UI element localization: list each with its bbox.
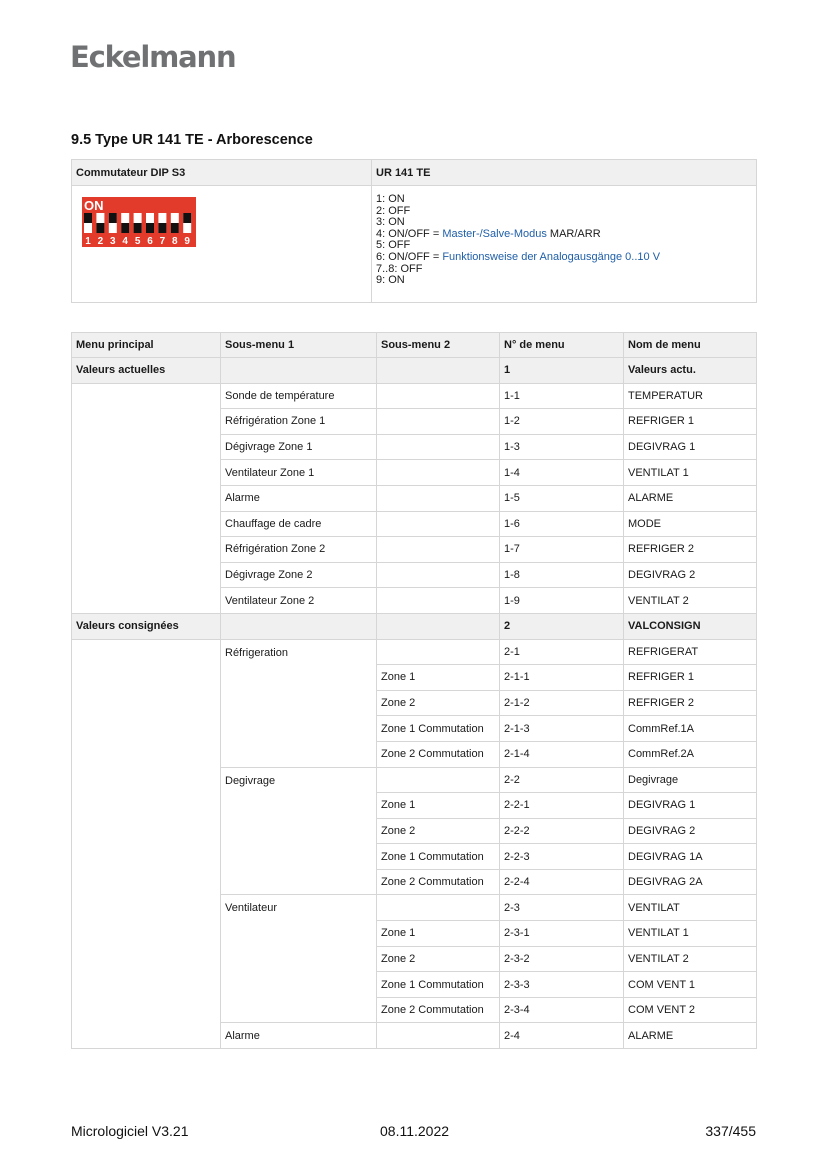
menu-group-row xyxy=(72,613,757,639)
footer-page-number: 337/455 xyxy=(705,1123,756,1139)
menu-name-cell: DEGIVRAG 2A xyxy=(624,869,757,895)
submenu-2-cell: Zone 2 xyxy=(377,818,500,844)
menu-group-row xyxy=(72,358,757,384)
menu-number-cell: 1-9 xyxy=(500,588,624,614)
submenu-2-cell: Zone 2 xyxy=(377,946,500,972)
menu-name-cell: DEGIVRAG 2 xyxy=(624,562,757,588)
main-menu-empty-cell xyxy=(72,383,221,613)
dip-switch-knob xyxy=(109,213,117,223)
dip-on-label: ON xyxy=(84,198,104,213)
submenu-2-cell xyxy=(377,588,500,614)
dip-switch-knob xyxy=(171,223,179,233)
dip-setting-text: 2: OFF xyxy=(376,204,411,217)
menu-name-cell: COM VENT 1 xyxy=(624,972,757,998)
menu-name-cell: CommRef.1A xyxy=(624,716,757,742)
empty-cell xyxy=(377,613,500,639)
header-sous-menu-2: Sous-menu 2 xyxy=(377,333,500,358)
menu-name-cell: MODE xyxy=(624,511,757,537)
menu-name-cell: TEMPERATUR xyxy=(624,383,757,409)
dip-switch-knob xyxy=(146,223,154,233)
submenu-1-cell: Chauffage de cadre xyxy=(221,511,377,537)
model-col-header: UR 141 TE xyxy=(372,160,757,186)
dip-setting-line xyxy=(376,229,752,241)
menu-number-cell: 1-6 xyxy=(500,511,624,537)
dip-setting-link[interactable]: Funktionsweise der Analogausgänge 0..10 V xyxy=(442,250,661,263)
submenu-1-cell: Dégivrage Zone 1 xyxy=(221,434,377,460)
submenu-2-cell xyxy=(377,485,500,511)
dip-switch-number: 9 xyxy=(184,236,190,247)
dip-setting-text: 5: OFF xyxy=(376,239,411,252)
submenu-1-cell: Ventilateur Zone 2 xyxy=(221,588,377,614)
menu-number-cell: 2-3-1 xyxy=(500,921,624,947)
menu-number-cell: 2-3 xyxy=(500,895,624,921)
dip-switch-number: 7 xyxy=(159,236,166,247)
menu-name-cell: VENTILAT xyxy=(624,895,757,921)
dip-switch-knob xyxy=(121,223,129,233)
dip-table-row xyxy=(72,186,757,303)
empty-cell xyxy=(377,358,500,384)
dip-setting-text: 4: ON/OFF = xyxy=(376,227,443,240)
submenu-1-cell: Réfrigération Zone 2 xyxy=(221,537,377,563)
menu-name-cell: DEGIVRAG 1A xyxy=(624,844,757,870)
submenu-2-cell xyxy=(377,767,500,793)
menu-name-cell: ALARME xyxy=(624,485,757,511)
footer-date: 08.11.2022 xyxy=(380,1123,450,1139)
submenu-2-cell xyxy=(377,460,500,486)
menu-name-cell: VENTILAT 2 xyxy=(624,588,757,614)
dip-setting-line xyxy=(376,275,752,287)
dip-switch-number: 8 xyxy=(172,236,178,247)
menu-name-cell: CommRef.2A xyxy=(624,741,757,767)
header-menu-principal: Menu principal xyxy=(72,333,221,358)
menu-name-cell: REFRIGER 1 xyxy=(624,665,757,691)
dip-setting-text: 3: ON xyxy=(376,216,405,229)
menu-number-cell: 2-1 xyxy=(500,639,624,665)
menu-number-cell: 1 xyxy=(500,358,624,384)
dip-switch-table xyxy=(71,159,757,303)
main-menu-cell: Valeurs consignées xyxy=(72,613,221,639)
menu-table-header-row xyxy=(72,333,757,358)
submenu-2-cell: Zone 2 Commutation xyxy=(377,741,500,767)
menu-name-cell: DEGIVRAG 1 xyxy=(624,434,757,460)
dip-switch-number: 4 xyxy=(122,236,128,247)
dip-switch-number: 5 xyxy=(134,236,141,247)
table-row xyxy=(72,383,757,409)
menu-name-cell: DEGIVRAG 2 xyxy=(624,818,757,844)
menu-number-cell: 2-2-2 xyxy=(500,818,624,844)
menu-number-cell: 2-3-4 xyxy=(500,997,624,1023)
submenu-2-cell xyxy=(377,383,500,409)
submenu-2-cell: Zone 2 Commutation xyxy=(377,997,500,1023)
dip-setting-line xyxy=(376,264,752,276)
submenu-2-cell: Zone 2 xyxy=(377,690,500,716)
dip-setting-text: 6: ON/OFF = xyxy=(376,250,443,263)
table-row xyxy=(72,639,757,665)
menu-number-cell: 2-1-2 xyxy=(500,690,624,716)
empty-cell xyxy=(221,358,377,384)
menu-number-cell: 1-4 xyxy=(500,460,624,486)
menu-name-cell: REFRIGERAT xyxy=(624,639,757,665)
submenu-2-cell xyxy=(377,537,500,563)
menu-number-cell: 1-3 xyxy=(500,434,624,460)
menu-number-cell: 2 xyxy=(500,613,624,639)
menu-tree-table xyxy=(71,332,757,1049)
menu-number-cell: 2-3-2 xyxy=(500,946,624,972)
submenu-1-cell: Réfrigération Zone 1 xyxy=(221,409,377,435)
dip-switch-knob xyxy=(96,223,104,233)
submenu-1-cell: Alarme xyxy=(221,485,377,511)
menu-name-cell: VENTILAT 1 xyxy=(624,460,757,486)
submenu-2-cell: Zone 1 xyxy=(377,921,500,947)
dip-setting-text: 9: ON xyxy=(376,274,405,287)
menu-number-cell: 1-8 xyxy=(500,562,624,588)
dip-setting-line xyxy=(376,206,752,218)
submenu-1-cell: Ventilateur xyxy=(221,895,377,1023)
submenu-1-cell: Dégivrage Zone 2 xyxy=(221,562,377,588)
menu-number-cell: 2-2-4 xyxy=(500,869,624,895)
dip-table-header-row xyxy=(72,160,757,186)
menu-number-cell: 2-3-3 xyxy=(500,972,624,998)
main-menu-cell: Valeurs actuelles xyxy=(72,358,221,384)
menu-name-cell: COM VENT 2 xyxy=(624,997,757,1023)
submenu-2-cell: Zone 1 xyxy=(377,793,500,819)
footer-firmware-version: Micrologiciel V3.21 xyxy=(71,1123,189,1139)
dip-switch-number: 6 xyxy=(147,236,153,247)
dip-switch-number: 1 xyxy=(85,236,91,247)
menu-number-cell: 2-1-1 xyxy=(500,665,624,691)
dip-setting-line xyxy=(376,194,752,206)
menu-number-cell: 2-2 xyxy=(500,767,624,793)
submenu-2-cell xyxy=(377,562,500,588)
menu-number-cell: 2-1-3 xyxy=(500,716,624,742)
dip-setting-link[interactable]: Master-/Salve-Modus xyxy=(442,227,547,240)
submenu-2-cell: Zone 1 xyxy=(377,665,500,691)
submenu-2-cell xyxy=(377,639,500,665)
submenu-2-cell xyxy=(377,409,500,435)
menu-number-cell: 1-2 xyxy=(500,409,624,435)
menu-number-cell: 2-4 xyxy=(500,1023,624,1049)
menu-number-cell: 2-2-1 xyxy=(500,793,624,819)
submenu-2-cell: Zone 1 Commutation xyxy=(377,844,500,870)
menu-name-cell: Valeurs actu. xyxy=(624,358,757,384)
menu-name-cell: VENTILAT 2 xyxy=(624,946,757,972)
header-sous-menu-1: Sous-menu 1 xyxy=(221,333,377,358)
menu-name-cell: VENTILAT 1 xyxy=(624,921,757,947)
empty-cell xyxy=(221,613,377,639)
menu-number-cell: 2-2-3 xyxy=(500,844,624,870)
submenu-2-cell xyxy=(377,895,500,921)
submenu-1-cell: Degivrage xyxy=(221,767,377,895)
dip-setting-line xyxy=(376,252,752,264)
dip-switch-graphic xyxy=(82,197,196,247)
menu-name-cell: REFRIGER 2 xyxy=(624,537,757,563)
submenu-1-cell: Sonde de température xyxy=(221,383,377,409)
submenu-1-cell: Alarme xyxy=(221,1023,377,1049)
menu-number-cell: 1-7 xyxy=(500,537,624,563)
submenu-2-cell: Zone 1 Commutation xyxy=(377,716,500,742)
dip-switch-knob xyxy=(158,223,166,233)
submenu-1-cell: Ventilateur Zone 1 xyxy=(221,460,377,486)
dip-settings-cell xyxy=(372,186,757,303)
menu-name-cell: DEGIVRAG 1 xyxy=(624,793,757,819)
dip-switch-number: 3 xyxy=(110,236,116,247)
submenu-1-cell: Réfrigeration xyxy=(221,639,377,767)
menu-name-cell: ALARME xyxy=(624,1023,757,1049)
header-menu-number: N° de menu xyxy=(500,333,624,358)
menu-name-cell: REFRIGER 1 xyxy=(624,409,757,435)
company-logo: Eckelmann xyxy=(70,40,236,74)
dip-col-header: Commutateur DIP S3 xyxy=(72,160,372,186)
menu-number-cell: 1-5 xyxy=(500,485,624,511)
section-title: 9.5 Type UR 141 TE - Arborescence xyxy=(71,132,313,148)
submenu-2-cell xyxy=(377,434,500,460)
dip-switch-cell xyxy=(72,186,372,303)
menu-name-cell: VALCONSIGN xyxy=(624,613,757,639)
menu-name-cell: REFRIGER 2 xyxy=(624,690,757,716)
submenu-2-cell xyxy=(377,511,500,537)
menu-name-cell: Degivrage xyxy=(624,767,757,793)
dip-setting-text: 7..8: OFF xyxy=(376,262,423,275)
submenu-2-cell: Zone 1 Commutation xyxy=(377,972,500,998)
dip-switch-knob xyxy=(84,213,92,223)
submenu-2-cell: Zone 2 Commutation xyxy=(377,869,500,895)
dip-switch-knob xyxy=(134,223,142,233)
dip-setting-text: MAR/ARR xyxy=(546,227,601,240)
menu-number-cell: 2-1-4 xyxy=(500,741,624,767)
main-menu-empty-cell xyxy=(72,639,221,1049)
header-menu-name: Nom de menu xyxy=(624,333,757,358)
dip-switch-number: 2 xyxy=(97,236,104,247)
dip-switch-knob xyxy=(183,213,191,223)
submenu-2-cell xyxy=(377,1023,500,1049)
dip-setting-text: 1: ON xyxy=(376,193,405,205)
menu-number-cell: 1-1 xyxy=(500,383,624,409)
